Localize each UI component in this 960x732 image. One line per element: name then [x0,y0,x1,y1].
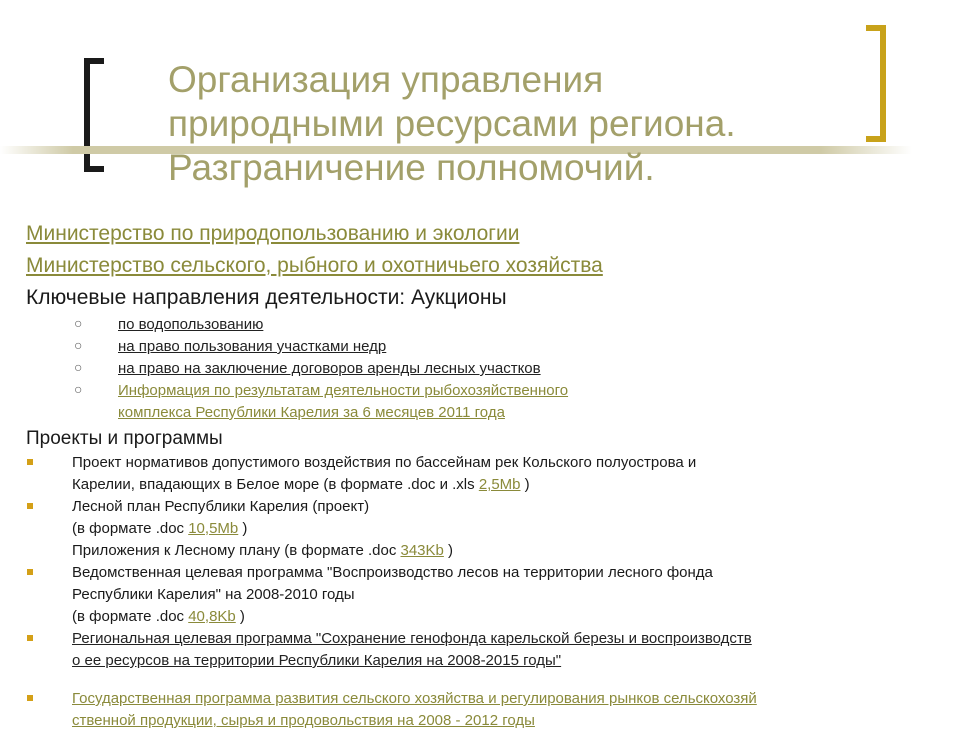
download-link[interactable]: 10,5Mb [188,520,239,537]
project-text: ) [520,476,530,493]
project-link-text: Региональная целевая программа "Сохранение генофонда карельской березы и воспроизводств [72,630,752,647]
key-activity-heading: Ключевые направления деятельности: Аукционы [26,286,507,309]
download-link[interactable]: 343Kb [400,542,444,559]
auction-item [26,314,946,336]
project-text: Приложения к Лесному плану (в формате .doc [72,542,401,559]
project-text: Ведомственная целевая программа "Воспроизводство лесов на территории лесного фонда [72,564,713,581]
agri-program-link[interactable] [72,688,946,732]
project-text: Лесной план Республики Карелия (проект) [72,498,370,515]
project-text: Республики Карелия" на 2008-2010 годы [72,586,355,603]
auction-item [26,358,946,380]
title-line-2: природными ресурсами региона. [168,103,736,144]
download-link[interactable]: 40,8Kb [188,608,236,625]
project-item [26,562,946,628]
square-bullet-icon [27,459,33,465]
auction-item [26,380,946,424]
circle-bullet-icon: ○ [74,337,83,353]
square-bullet-icon [27,569,33,575]
circle-bullet-icon: ○ [74,315,83,331]
page-title [168,58,868,190]
project-text: ) [238,520,248,537]
project-item [26,452,946,496]
project-link-text: ственной продукции, сырья и продовольствия на 2008 - 2012 годы [72,712,535,729]
square-bullet-icon [27,695,33,701]
fishery-info-link-cont[interactable]: комплекса Республики Карелия за 6 месяцев 2011 года [118,404,505,421]
square-bullet-icon [27,635,33,641]
project-link-text: о ее ресурсов на территории Республики Карелия на 2008-2015 годы" [72,652,562,669]
fishery-info-link[interactable]: Информация по результатам деятельности рыбохозяйственного [118,382,569,399]
download-link[interactable]: 2,5Mb [478,476,521,493]
auction-water-link[interactable]: по водопользованию [118,316,264,333]
title-line-3: Разграничение полномочий. [168,147,655,188]
project-item [26,628,946,672]
square-bullet-icon [27,503,33,509]
birch-program-link[interactable] [72,628,946,672]
ministry-nature-link[interactable]: Министерство по природопользованию и экологии [26,222,520,245]
auction-forest-link[interactable]: на право на заключение договоров аренды лесных участков [118,360,541,377]
left-bracket-decoration [84,58,104,172]
right-bracket-decoration [866,25,886,142]
circle-bullet-icon: ○ [74,381,83,397]
circle-bullet-icon: ○ [74,359,83,375]
project-item [26,688,946,732]
ministry-agriculture-link[interactable]: Министерство сельского, рыбного и охотничьего хозяйства [26,254,603,277]
project-text: ) [235,608,245,625]
project-text: ) [443,542,454,559]
project-link-text: Государственная программа развития сельского хозяйства и регулирования рынков сельскохозяй [72,690,757,707]
auction-subsoil-link[interactable]: на право пользования участками недр [118,338,387,355]
project-text: Проект нормативов допустимого воздействия по бассейнам рек Кольского полуострова и [72,454,697,471]
title-line-1: Организация управления [168,59,604,100]
project-text: (в формате .doc [72,608,189,625]
project-text: (в формате .doc [72,520,189,537]
slide-content [26,218,946,732]
project-text: Карелии, впадающих в Белое море (в формате .doc и .xls [72,476,479,493]
auction-item [26,336,946,358]
projects-heading: Проекты и программы [26,428,223,449]
project-item [26,496,946,562]
